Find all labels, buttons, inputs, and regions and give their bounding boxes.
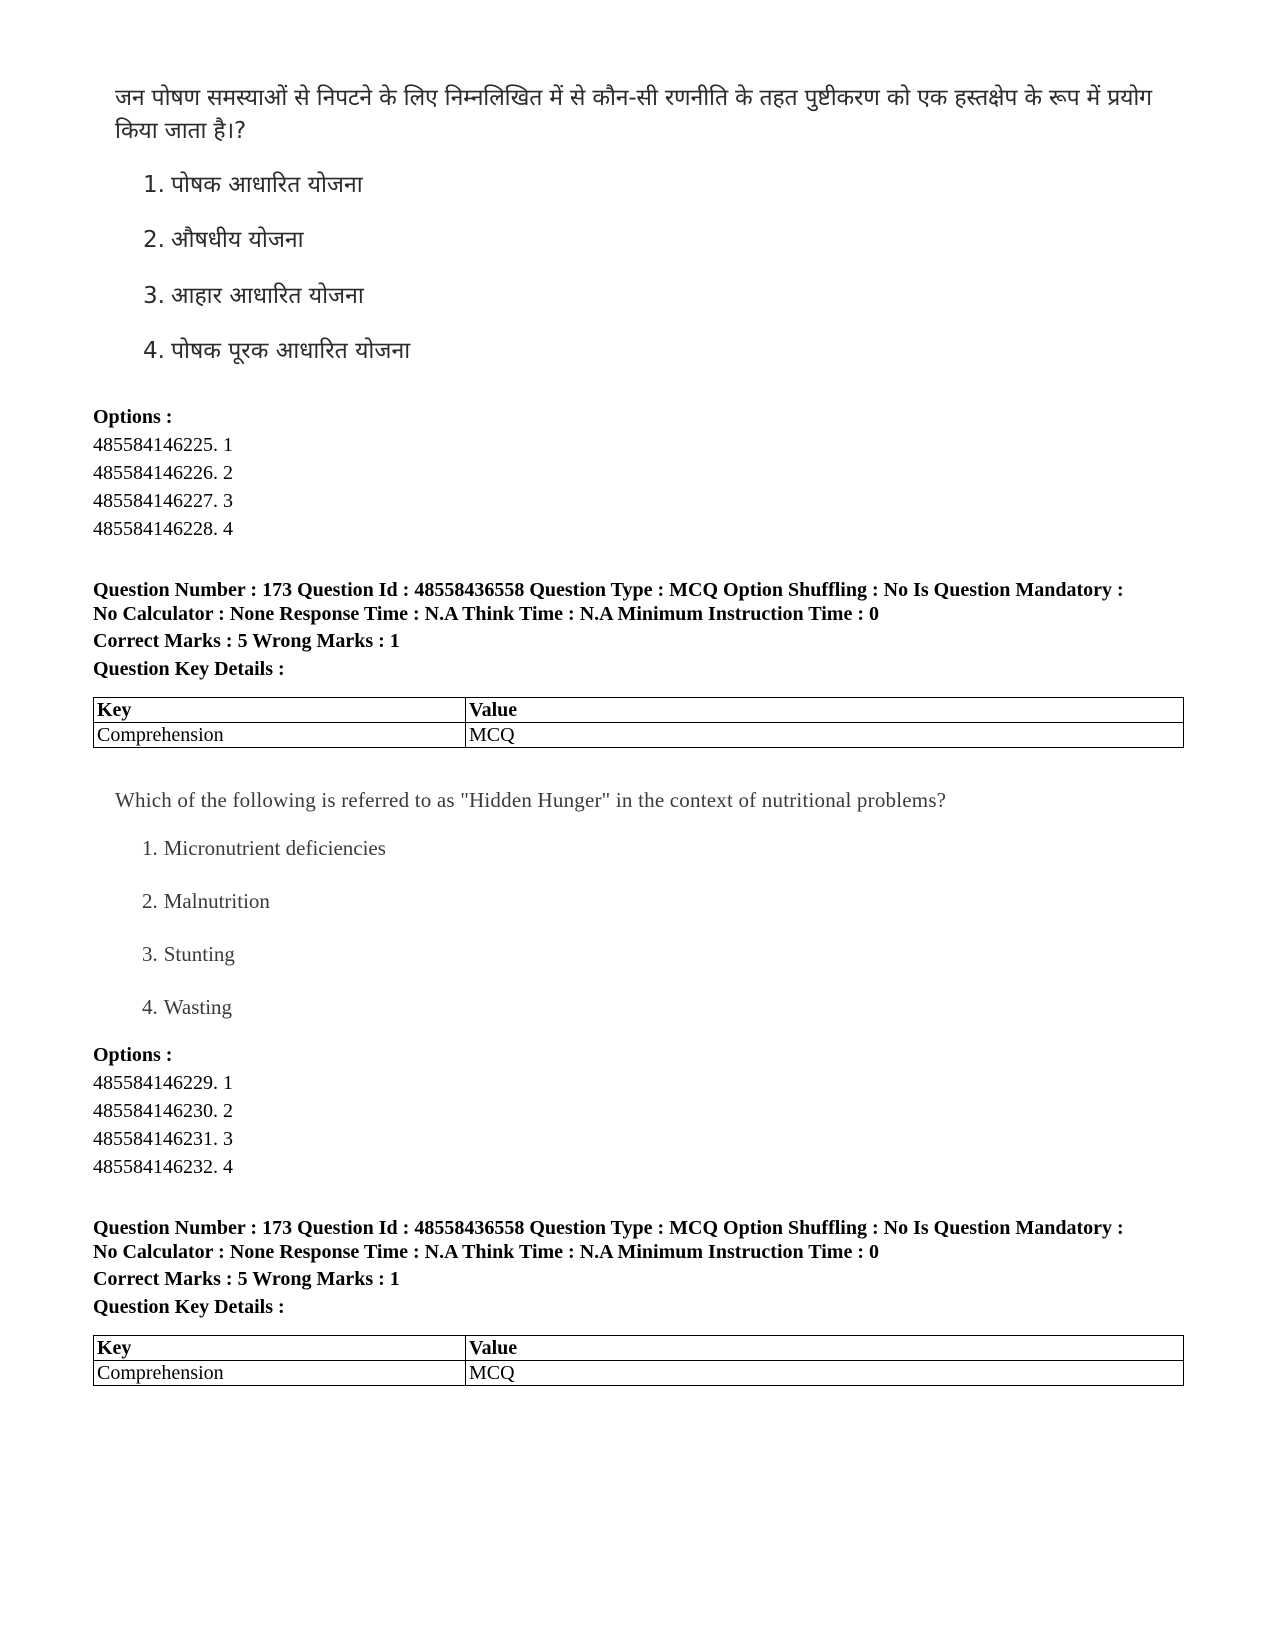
option-item: 485584146226. 2 — [93, 462, 233, 484]
choice-item: 3. Stunting — [142, 942, 235, 966]
question-meta-2 — [93, 1216, 1183, 1320]
option-item: 485584146228. 4 — [93, 518, 233, 540]
table-cell-key: Comprehension — [94, 723, 466, 748]
marks-line: Correct Marks : 5 Wrong Marks : 1 — [93, 1268, 400, 1290]
choice-item: 2. Malnutrition — [142, 889, 270, 913]
table-cell-key: Comprehension — [94, 1361, 466, 1386]
choice-item: 1. पोषक आधारित योजना — [143, 172, 363, 198]
question-stem-hindi: जन पोषण समस्याओं से निपटने के लिए निम्नलिखित में से कौन-सी रणनीति के तहत पुष्टीकरण को एक हस्तक्षेप के रूप में प्रयोग किया जाता है।? — [115, 85, 1152, 144]
meta-line-1: Question Number : 173 Question Id : 48558436558 Question Type : MCQ Option Shuffling : No Is Question Mandatory : — [93, 1217, 1124, 1239]
key-details-label: Question Key Details : — [93, 1296, 285, 1318]
choice-item: 2. औषधीय योजना — [143, 227, 304, 253]
question-stem-english: Which of the following is referred to as "Hidden Hunger" in the context of nutritional problems? — [115, 788, 947, 812]
option-item: 485584146229. 1 — [93, 1072, 233, 1094]
table-row — [94, 723, 1184, 748]
table-header-row — [94, 1336, 1184, 1361]
options-label: Options : — [93, 406, 173, 428]
meta-line-2: No Calculator : None Response Time : N.A Think Time : N.A Minimum Instruction Time : 0 — [93, 603, 879, 625]
option-item: 485584146225. 1 — [93, 434, 233, 456]
question-image-english — [115, 786, 1165, 1019]
choice-item: 3. आहार आधारित योजना — [143, 283, 364, 309]
option-item: 485584146231. 3 — [93, 1128, 233, 1150]
table-header-key: Key — [94, 698, 466, 723]
question-image-hindi — [115, 82, 1165, 364]
table-header-key: Key — [94, 1336, 466, 1361]
question-meta-1 — [93, 578, 1183, 682]
table-cell-value: MCQ — [466, 1361, 1184, 1386]
key-details-table-1 — [93, 697, 1184, 748]
options-label: Options : — [93, 1044, 173, 1066]
options-block-2 — [93, 1041, 1183, 1181]
marks-line: Correct Marks : 5 Wrong Marks : 1 — [93, 630, 400, 652]
option-item: 485584146232. 4 — [93, 1156, 233, 1178]
choice-item: 1. Micronutrient deficiencies — [142, 836, 386, 860]
choice-item: 4. Wasting — [142, 995, 233, 1019]
table-header-value: Value — [466, 1336, 1184, 1361]
options-block-1 — [93, 403, 1183, 543]
option-item: 485584146230. 2 — [93, 1100, 233, 1122]
key-details-label: Question Key Details : — [93, 658, 285, 680]
table-cell-value: MCQ — [466, 723, 1184, 748]
choice-item: 4. पोषक पूरक आधारित योजना — [143, 338, 411, 364]
option-item: 485584146227. 3 — [93, 490, 233, 512]
key-details-table-2 — [93, 1335, 1184, 1386]
table-row — [94, 1361, 1184, 1386]
meta-line-1: Question Number : 173 Question Id : 48558436558 Question Type : MCQ Option Shuffling : No Is Question Mandatory : — [93, 579, 1124, 601]
table-header-row — [94, 698, 1184, 723]
table-header-value: Value — [466, 698, 1184, 723]
meta-line-2: No Calculator : None Response Time : N.A Think Time : N.A Minimum Instruction Time : 0 — [93, 1241, 879, 1263]
